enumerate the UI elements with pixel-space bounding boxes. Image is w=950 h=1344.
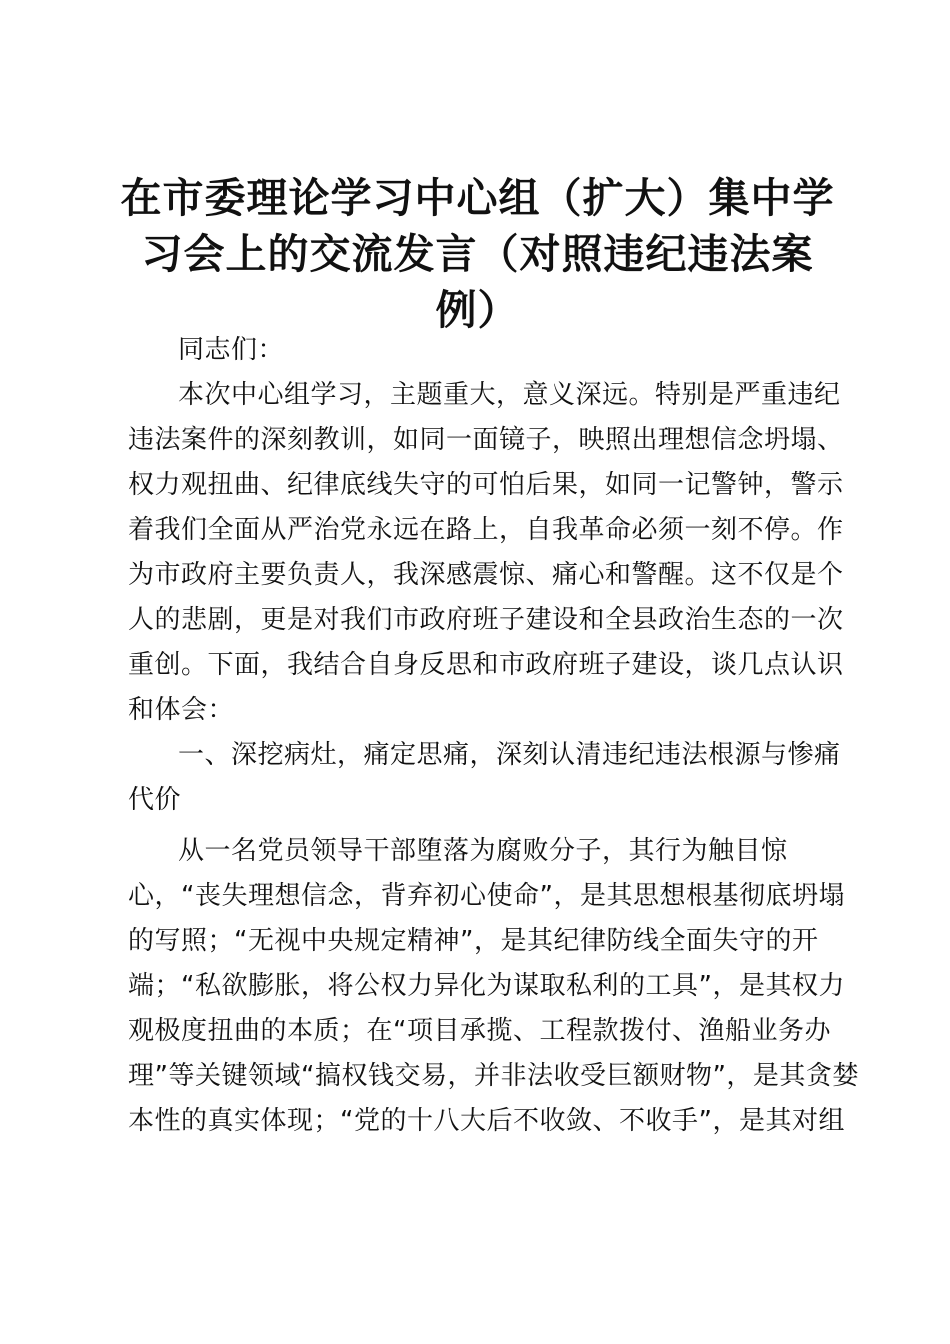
text-line: 和体会： — [128, 695, 235, 725]
text-line: 从一名党员领导干部堕落为腐败分子，其行为触目惊 — [178, 836, 788, 866]
text-line: 本次中心组学习，主题重大，意义深远。特别是严重违纪 — [178, 380, 841, 410]
text-line: 着我们全面从严治党永远在路上，自我革命必须一刻不停。作 — [128, 515, 844, 545]
title-line: 例） — [435, 286, 520, 334]
section-paragraph — [128, 829, 859, 1144]
text-line: 的写照；“无视中央规定精神”，是其纪律防线全面失守的开 — [128, 926, 819, 956]
document-body — [128, 328, 859, 1144]
text-line: 理”等关键领域“搞权钱交易，并非法收受巨额财物”，是其贪婪 — [128, 1061, 859, 1091]
text-line: 一、深挖病灶，痛定思痛，深刻认清违纪违法根源与惨痛 — [178, 740, 841, 770]
text-line: 代价 — [128, 785, 182, 815]
text-line: 人的悲剧，更是对我们市政府班子建设和全县政治生态的一次 — [128, 605, 844, 635]
salutation-paragraph — [128, 328, 833, 373]
document-title — [120, 170, 835, 338]
section-heading — [128, 733, 841, 823]
text-line: 为市政府主要负责人，我深感震惊、痛心和警醒。这不仅是个 — [128, 560, 844, 590]
text-line: 观极度扭曲的本质；在“项目承揽、工程款拨付、渔船业务办 — [128, 1016, 831, 1046]
text-line: 端；“私欲膨胀，将公权力异化为谋取私利的工具”，是其权力 — [128, 971, 845, 1001]
text-line: 违法案件的深刻教训，如同一面镜子，映照出理想信念坍塌、 — [128, 425, 844, 455]
text-line: 重创。下面，我结合自身反思和市政府班子建设，谈几点认识 — [128, 650, 844, 680]
text-line: 同志们： — [178, 335, 285, 365]
text-line: 本性的真实体现；“党的十八大后不收敛、不收手”，是其对组 — [128, 1106, 845, 1136]
intro-paragraph — [128, 373, 844, 733]
text-line: 权力观扭曲、纪律底线失守的可怕后果，如同一记警钟，警示 — [128, 470, 844, 500]
title-line: 在市委理论学习中心组（扩大）集中学 — [120, 174, 835, 222]
title-line: 习会上的交流发言（对照违纪违法案 — [141, 230, 814, 278]
text-line: 心，“丧失理想信念，背弃初心使命”，是其思想根基彻底坍塌 — [128, 881, 845, 911]
